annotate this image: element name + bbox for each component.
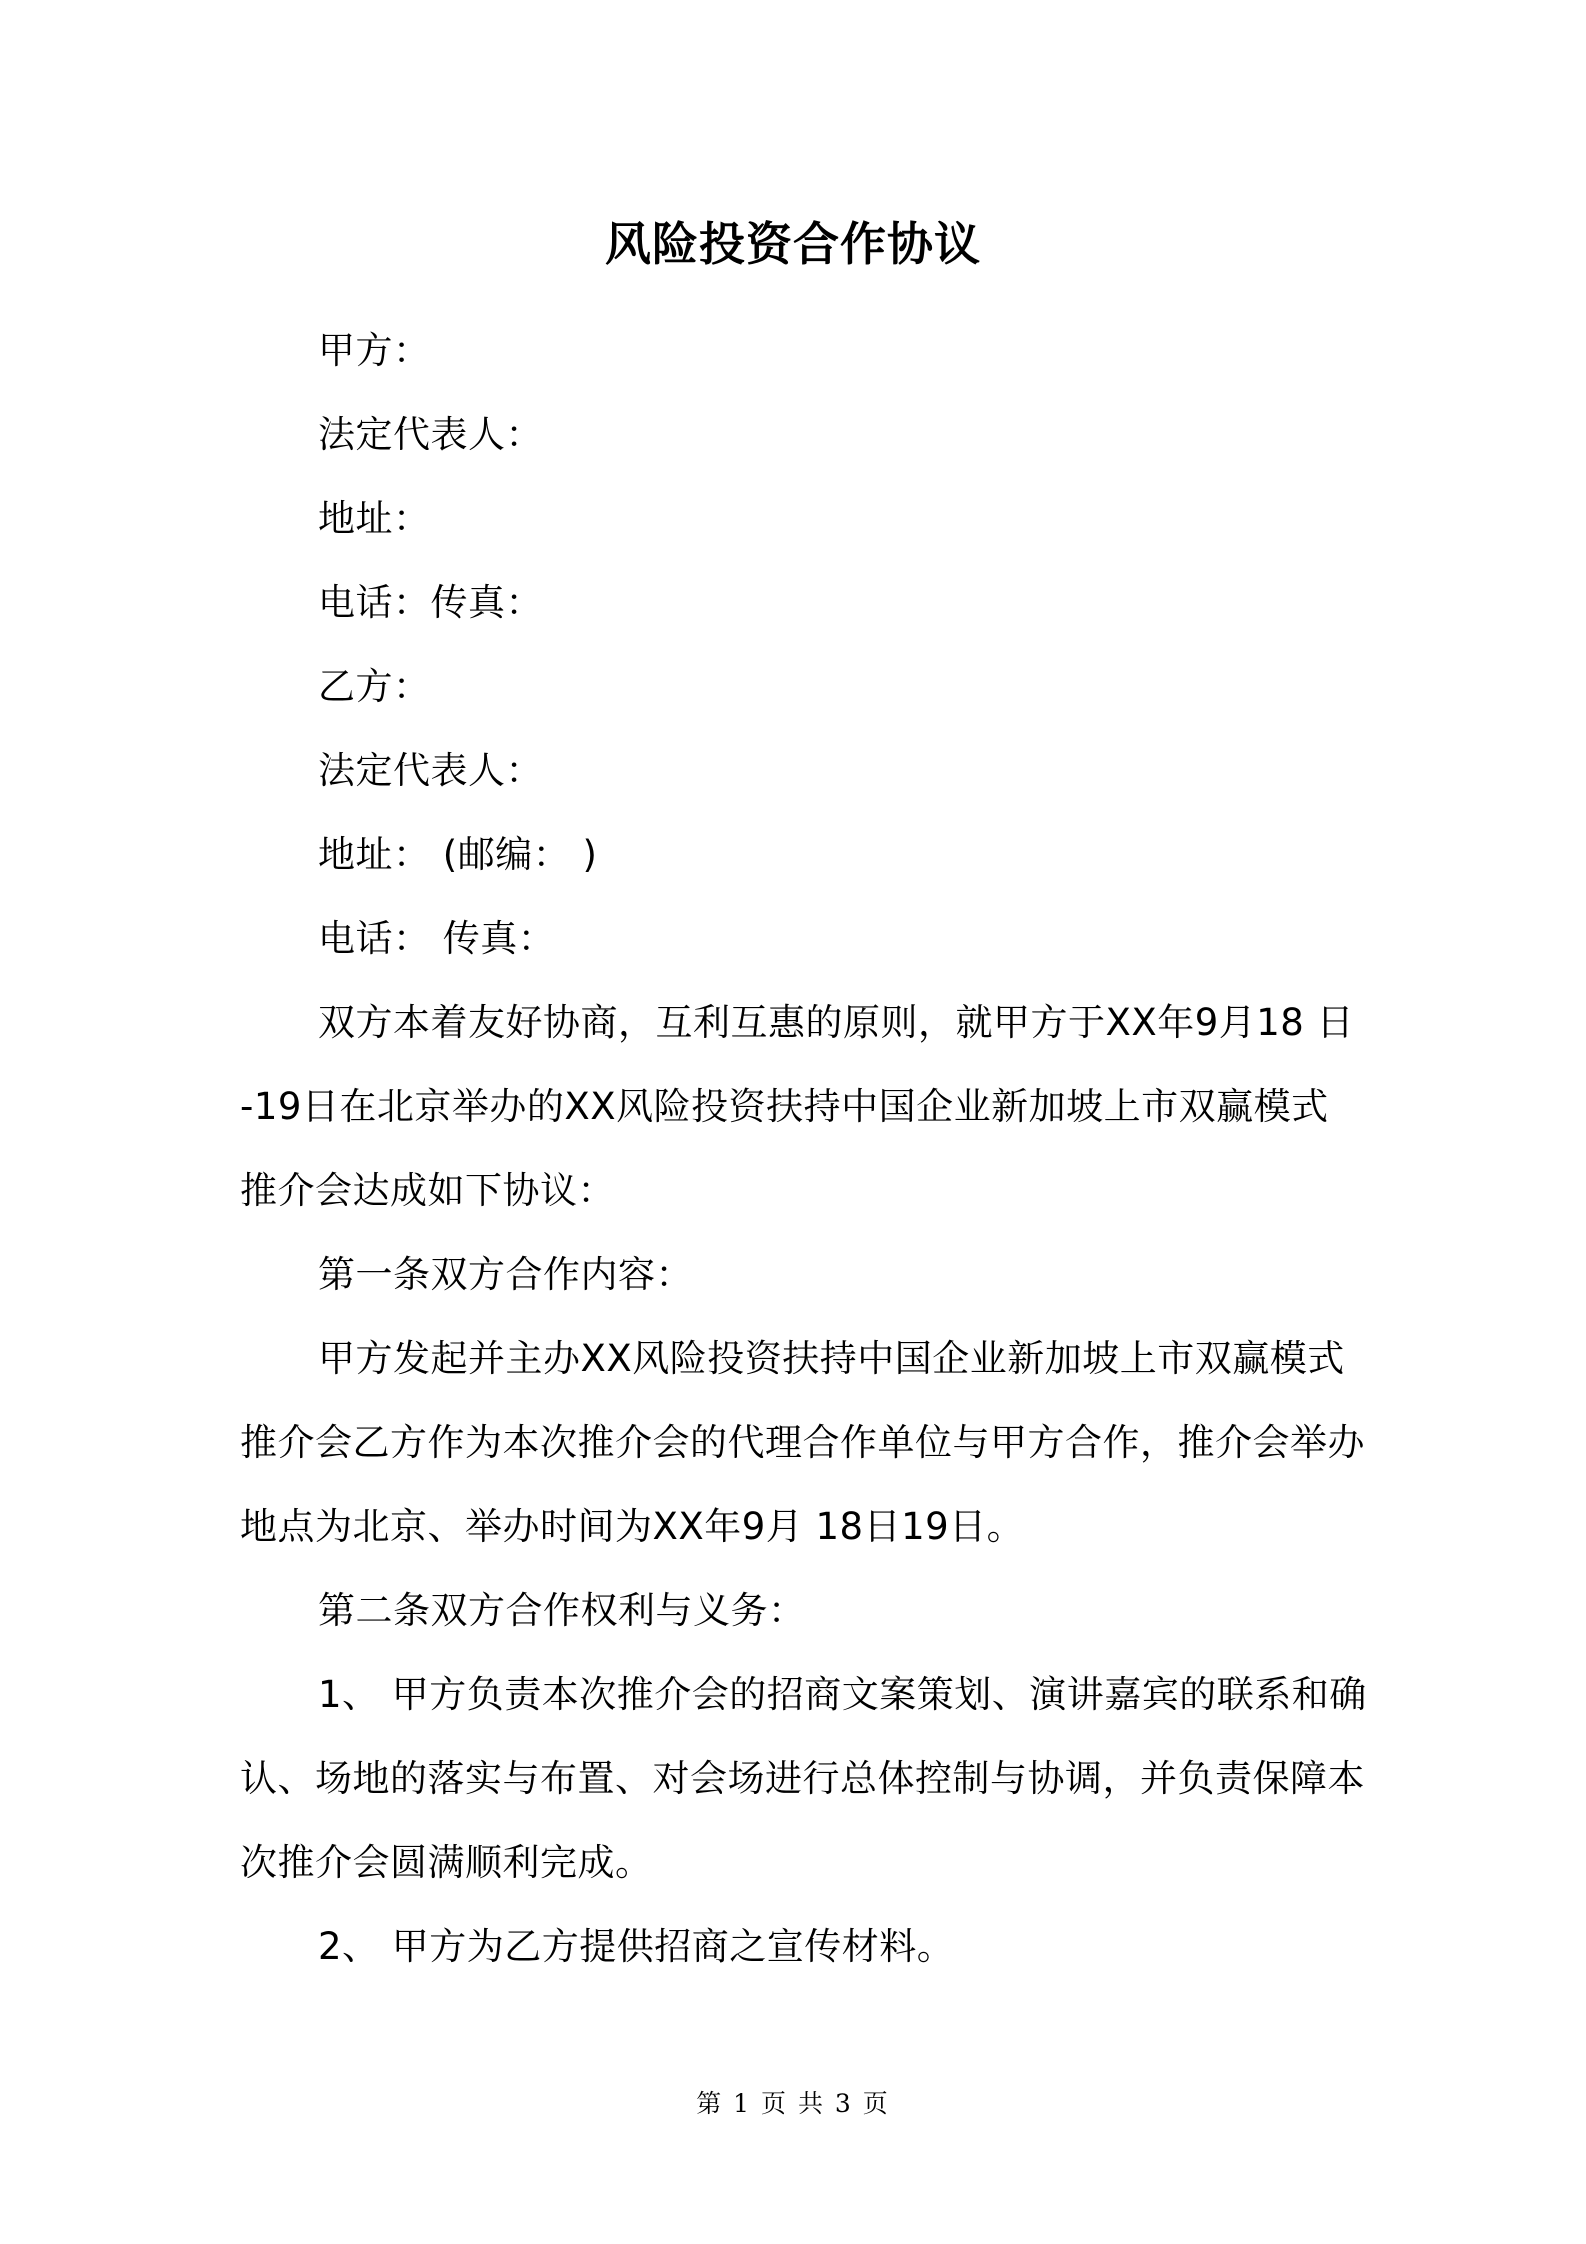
article-1-line-1: 甲方发起并主办XX风险投资扶持中国企业新加坡上市双赢模式: [318, 1337, 1345, 1380]
party-b-label: 乙方：: [318, 665, 431, 708]
document-title: 风险投资合作协议: [605, 217, 981, 271]
party-b-phone-fax: 电话： 传真：: [318, 917, 556, 960]
article-1-line-3: 地点为北京、举办时间为XX年9月 18日19日。: [240, 1505, 1025, 1548]
clause-1-line-2: 认、场地的落实与布置、对会场进行总体控制与协调，并负责保障本: [240, 1757, 1365, 1800]
clause-1-line-3: 次推介会圆满顺利完成。: [240, 1841, 653, 1884]
party-a-address: 地址：: [318, 497, 431, 540]
party-a-legal-rep: 法定代表人：: [318, 413, 543, 456]
party-a-label: 甲方：: [318, 329, 431, 372]
party-b-legal-rep: 法定代表人：: [318, 749, 543, 792]
intro-paragraph-line-3: 推介会达成如下协议：: [240, 1169, 615, 1212]
page-number-footer: 第 1 页 共 3 页: [696, 2089, 890, 2118]
article-1-line-2: 推介会乙方作为本次推介会的代理合作单位与甲方合作，推介会举办: [240, 1421, 1365, 1464]
article-1-heading: 第一条双方合作内容：: [318, 1253, 693, 1296]
intro-paragraph-line-1: 双方本着友好协商，互利互惠的原则，就甲方于XX年9月18 日: [318, 1001, 1355, 1044]
party-b-address: 地址： (邮编： ): [318, 833, 598, 876]
party-a-phone-fax: 电话：传真：: [318, 581, 543, 624]
clause-1-line-1: 1、 甲方负责本次推介会的招商文案策划、演讲嘉宾的联系和确: [318, 1673, 1367, 1716]
article-2-heading: 第二条双方合作权利与义务：: [318, 1589, 806, 1632]
intro-paragraph-line-2: -19日在北京举办的XX风险投资扶持中国企业新加坡上市双赢模式: [240, 1085, 1329, 1128]
clause-2-line-1: 2、 甲方为乙方提供招商之宣传材料。: [318, 1925, 955, 1968]
